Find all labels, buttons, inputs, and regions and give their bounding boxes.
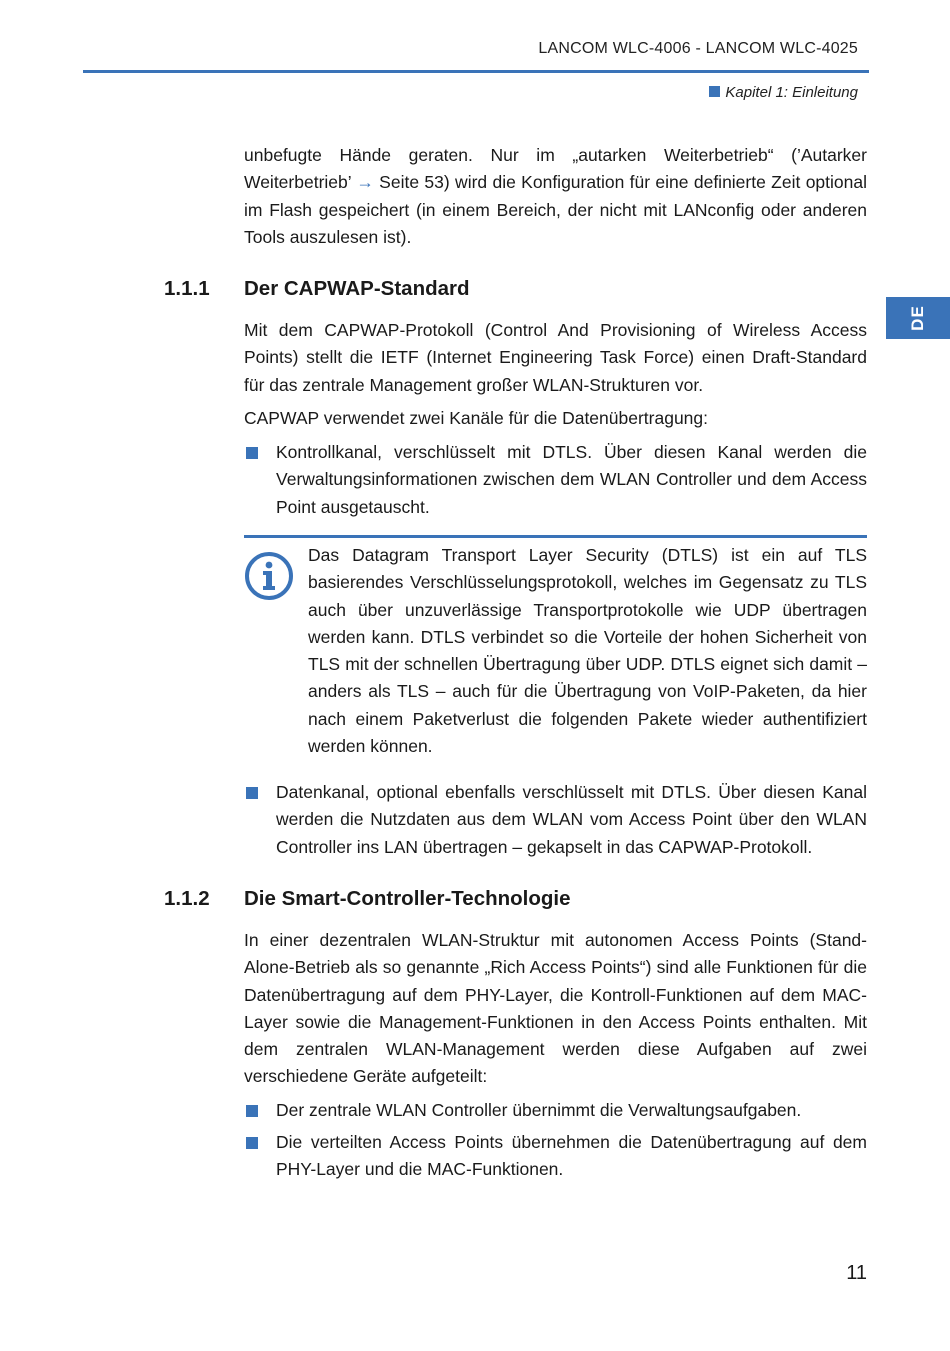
list-item bbox=[244, 779, 867, 861]
intro-paragraph bbox=[244, 142, 867, 251]
page-number: 11 bbox=[846, 1262, 867, 1284]
section-number: 1.1.1 bbox=[164, 277, 210, 300]
square-bullet-icon bbox=[246, 447, 258, 459]
list-item-text: Datenkanal, optional ebenfalls verschlüsselt mit DTLS. Über diesen Kanal werden die Nutzdaten aus dem WLAN vom Access Point über den WLAN Controller ins LAN übertragen – gekapselt in das CAPWAP-Protokoll. bbox=[276, 782, 867, 857]
language-tab-label: DE bbox=[908, 305, 927, 331]
header-title: LANCOM WLC-4006 - LANCOM WLC-4025 bbox=[538, 40, 858, 57]
channels-intro bbox=[244, 405, 867, 432]
section-heading-1-1-1 bbox=[164, 277, 470, 301]
section-title: Die Smart-Controller-Technologie bbox=[244, 887, 571, 910]
section-heading-1-1-2 bbox=[164, 887, 571, 911]
info-icon bbox=[244, 551, 294, 601]
list-item-text: Die verteilten Access Points übernehmen die Datenübertragung auf dem PHY-Layer und die MAC-Funktionen. bbox=[276, 1132, 867, 1180]
list-item-text: Kontrollkanal, verschlüsselt mit DTLS. Über diesen Kanal werden die Verwaltungsinformationen zwischen dem WLAN Controller und dem Access Point ausgetauscht. bbox=[276, 442, 867, 517]
cross-reference-arrow-icon: → bbox=[356, 172, 374, 193]
chapter-label bbox=[709, 84, 858, 101]
smart-controller-paragraph-text: In einer dezentralen WLAN-Struktur mit autonomen Access Points (Stand-Alone-Betrieb als so genannte „Rich Access Points“) sind alle Funktionen für die Datenübertragung auf dem PHY-Layer, die Kontroll-Funktionen auf dem MAC-Layer sowie die Management-Funktionen in den Access Points enthalten. Mit dem zentralen WLAN-Management werden diese Aufgaben auf zwei verschiedene Geräte aufgeteilt: bbox=[244, 930, 867, 1087]
capwap-paragraph-text: Mit dem CAPWAP-Protokoll (Control And Provisioning of Wireless Access Points) stellt die IETF (Internet Engineering Task Force) einen Draft-Standard für das zentrale Management großer WLAN-Strukturen vor. bbox=[244, 320, 867, 395]
list-item bbox=[244, 1129, 867, 1184]
language-tab[interactable] bbox=[886, 297, 950, 339]
square-bullet-icon bbox=[246, 1137, 258, 1149]
list-item bbox=[244, 439, 867, 521]
smart-controller-paragraph bbox=[244, 927, 867, 1091]
section-number: 1.1.2 bbox=[164, 887, 210, 910]
channels-intro-text: CAPWAP verwendet zwei Kanäle für die Datenübertragung: bbox=[244, 408, 709, 428]
info-note-text: Das Datagram Transport Layer Security (DTLS) ist ein auf TLS basierendes Verschlüsselungsprotokoll, welches im Gegensatz zu TLS auch über unzuverlässige Transportprotokolle wie UDP übertragen werden kann. DTLS verbindet so die Vorteile der hohen Sicherheit von TLS mit der schnellen Übertragung über UDP. DTLS eignet sich damit – anders als TLS – auch für die Übertragung von VoIP-Paketen, da hier nach einem Paketverlust die folgenden Pakete wieder authentifiziert werden können. bbox=[308, 545, 867, 757]
intro-text-start: unbefugte Hände geraten. Nur im „autarken Weiterbetrieb“ (’Autarker Weiterbetrieb’ bbox=[244, 145, 867, 193]
chapter-text: Kapitel 1: Einleitung bbox=[725, 84, 858, 101]
list-item bbox=[244, 1097, 867, 1124]
note-divider bbox=[244, 535, 867, 538]
section-title: Der CAPWAP-Standard bbox=[244, 277, 470, 300]
header-rule bbox=[83, 70, 869, 73]
square-bullet-icon bbox=[709, 86, 720, 97]
list-item-text: Der zentrale WLAN Controller übernimmt die Verwaltungsaufgaben. bbox=[276, 1100, 802, 1120]
capwap-paragraph bbox=[244, 317, 867, 399]
info-note bbox=[308, 542, 867, 760]
intro-text-end: Seite 53) wird die Konfiguration für eine definierte Zeit optional im Flash gespeichert (in einem Bereich, der nicht mit LANconfig oder anderen Tools auszulesen ist). bbox=[244, 172, 868, 247]
square-bullet-icon bbox=[246, 1105, 258, 1117]
square-bullet-icon bbox=[246, 787, 258, 799]
